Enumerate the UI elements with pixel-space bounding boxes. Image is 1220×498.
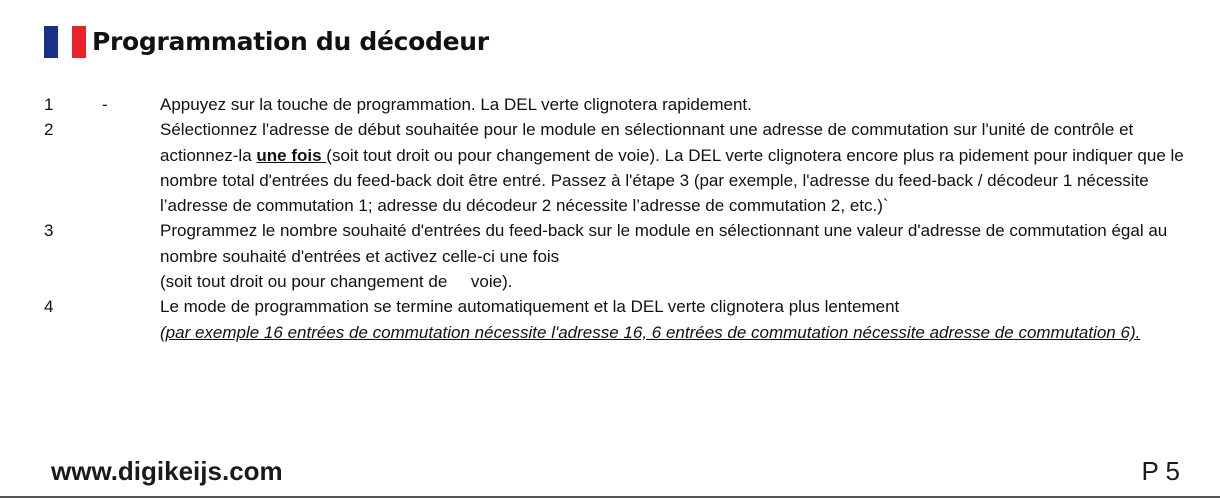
step-1 — [44, 92, 1194, 117]
step-number: 4 — [44, 297, 54, 317]
step-2 — [44, 117, 1194, 218]
page-number: P 5 — [1141, 456, 1180, 486]
step-text — [160, 117, 1194, 218]
flag-white-stripe — [58, 26, 72, 58]
step-emphasis: une fois — [256, 145, 327, 165]
step-dash: - — [102, 95, 108, 114]
step-text: Le mode de programmation se termine automatiquement et la DEL verte clignotera plus lentement — [160, 297, 900, 317]
page-header — [44, 25, 489, 59]
step-3 — [44, 218, 1194, 294]
flag-red-stripe — [72, 26, 86, 58]
flag-blue-stripe — [44, 26, 58, 58]
step-text: Appuyez sur la touche de programmation. La DEL verte clignotera rapidement. — [160, 95, 752, 114]
step-number: 1 — [44, 95, 54, 114]
step-text-part: (soit tout droit ou pour changement de voie). La DEL verte clignotera encore plus ra pidement pour indiquer que le nombre total d'entrées du feed-back doit être entré. Passez à l'étape 3 (par exemple, l'adresse du feed-back / décodeur 1 nécessite l’adresse de commutation 1; adresse du décodeur 2 nécessite l’adresse de commutation 2, etc.)` — [160, 145, 1184, 216]
step-4 — [44, 294, 1194, 345]
step-text-part: Sélectionnez l'adresse de début souhaitée pour le module en sélectionnant une adresse de commutation sur l'unité de contrôle et actionnez-la — [160, 120, 1134, 165]
french-flag-icon — [44, 26, 86, 58]
steps-list — [44, 92, 1194, 345]
footer-website: www.digikeijs.com — [51, 456, 283, 486]
page-title: Programmation du décodeur — [92, 27, 489, 56]
step-note: (par exemple 16 entrées de commutation nécessite l'adresse 16, 6 entrées de commutation nécessite adresse de commutation 6). — [160, 322, 1141, 342]
step-text: Programmez le nombre souhaité d'entrées du feed-back sur le module en sélectionnant une valeur d'adresse de commutation égal au nombre souhaité d'entrées et activez celle-ci une fois — [160, 221, 1168, 266]
step-text-continued: (soit tout droit ou pour changement de voie). — [160, 272, 513, 292]
step-number: 2 — [44, 120, 54, 140]
step-number: 3 — [44, 221, 54, 241]
